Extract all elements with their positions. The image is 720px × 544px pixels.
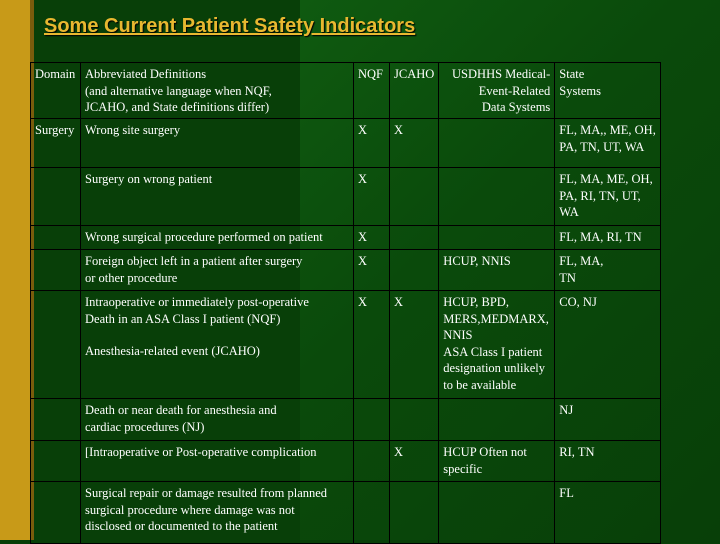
cell-nqf (354, 441, 390, 482)
header-jcaho: JCAHO (390, 63, 439, 119)
cell-state: CO, NJ (555, 291, 661, 399)
cell-state: FL (555, 482, 661, 544)
cell-domain (31, 482, 81, 544)
header-usdhhs: USDHHS Medical- Event-Related Data Systems (439, 63, 555, 119)
table-row (31, 119, 661, 168)
cell-domain (31, 399, 81, 441)
cell-usdhhs (439, 482, 555, 544)
cell-jcaho: X (390, 291, 439, 399)
cell-state: FL, MA, TN (555, 250, 661, 291)
table-row (31, 399, 661, 441)
cell-definition: Foreign object left in a patient after surgery or other procedure (81, 250, 354, 291)
cell-usdhhs (439, 168, 555, 226)
cell-usdhhs: HCUP, BPD, MERS,MEDMARX, NNIS ASA Class I patient designation unlikely to be available (439, 291, 555, 399)
header-domain: Domain (31, 63, 81, 119)
safety-indicators-table (30, 62, 661, 544)
left-accent-stripe (0, 0, 30, 540)
cell-state: FL, MA, RI, TN (555, 226, 661, 250)
cell-definition: Wrong surgical procedure performed on patient (81, 226, 354, 250)
table-row (31, 441, 661, 482)
cell-state: RI, TN (555, 441, 661, 482)
cell-usdhhs: HCUP Often not specific (439, 441, 555, 482)
header-nqf: NQF (354, 63, 390, 119)
cell-definition: Surgical repair or damage resulted from planned surgical procedure where damage was not disclosed or documented to the patient (81, 482, 354, 544)
table-row (31, 291, 661, 399)
cell-jcaho (390, 482, 439, 544)
cell-definition: Death or near death for anesthesia and cardiac procedures (NJ) (81, 399, 354, 441)
cell-jcaho: X (390, 119, 439, 168)
cell-state: NJ (555, 399, 661, 441)
cell-domain (31, 226, 81, 250)
cell-nqf: X (354, 168, 390, 226)
cell-usdhhs (439, 399, 555, 441)
cell-nqf: X (354, 250, 390, 291)
slide-title: Some Current Patient Safety Indicators (44, 15, 416, 37)
cell-nqf: X (354, 226, 390, 250)
cell-nqf (354, 482, 390, 544)
table-row (31, 168, 661, 226)
cell-domain: Surgery (31, 119, 81, 168)
cell-domain (31, 441, 81, 482)
cell-domain (31, 250, 81, 291)
cell-definition: Intraoperative or immediately post-operative Death in an ASA Class I patient (NQF) Anesthesia-related event (JCAHO) (81, 291, 354, 399)
header-definitions: Abbreviated Definitions (and alternative language when NQF, JCAHO, and State definitions differ) (81, 63, 354, 119)
cell-state: FL, MA,, ME, OH, PA, TN, UT, WA (555, 119, 661, 168)
cell-definition-alt: Anesthesia-related event (JCAHO) (85, 344, 260, 358)
table-row (31, 250, 661, 291)
cell-jcaho: X (390, 441, 439, 482)
cell-jcaho (390, 399, 439, 441)
cell-domain (31, 291, 81, 399)
table-row (31, 482, 661, 544)
header-state: State Systems (555, 63, 661, 119)
table-header-row (31, 63, 661, 119)
cell-jcaho (390, 250, 439, 291)
cell-definition: Surgery on wrong patient (81, 168, 354, 226)
cell-jcaho (390, 168, 439, 226)
cell-state: FL, MA, ME, OH, PA, RI, TN, UT, WA (555, 168, 661, 226)
cell-jcaho (390, 226, 439, 250)
table-row (31, 226, 661, 250)
cell-usdhhs: HCUP, NNIS (439, 250, 555, 291)
cell-definition: Wrong site surgery (81, 119, 354, 168)
cell-usdhhs (439, 226, 555, 250)
cell-nqf: X (354, 119, 390, 168)
cell-nqf (354, 399, 390, 441)
cell-definition: [Intraoperative or Post-operative complication (81, 441, 354, 482)
cell-usdhhs (439, 119, 555, 168)
cell-nqf: X (354, 291, 390, 399)
cell-domain (31, 168, 81, 226)
